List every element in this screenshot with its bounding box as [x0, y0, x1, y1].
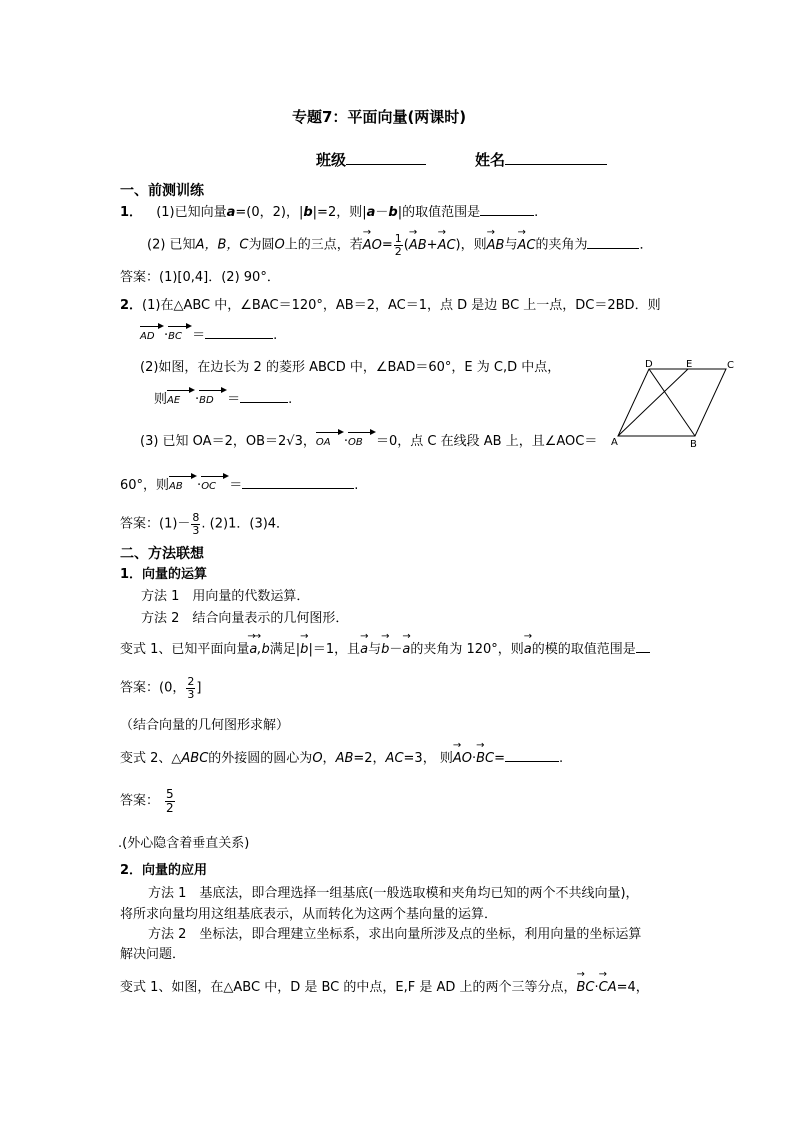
answer-blank[interactable]	[240, 391, 288, 403]
answer-text: 答案：(1)－	[120, 516, 191, 532]
method-coordinate-line1: 方法 2 坐标法，即合理建立坐标系，求出向量所涉及点的坐标，利用向量的坐标运算	[148, 927, 642, 942]
numerator: 5	[166, 787, 174, 801]
vector-oc: OC	[201, 472, 229, 493]
q2-text: ＝0，点 C 在线段 AB 上，且∠AOC＝	[376, 434, 598, 449]
variant-2-answer	[120, 788, 176, 814]
fraction-five-halves	[165, 788, 175, 814]
q1-text: 的夹角为	[535, 237, 588, 253]
segment-bd	[649, 369, 695, 436]
variant-text: =2，	[353, 751, 386, 766]
q1-text: －	[375, 205, 389, 220]
variant-text: 满足	[269, 642, 296, 657]
variant-text: 的外接圆的圆心为	[208, 751, 313, 766]
dot-operator: ·	[471, 751, 477, 766]
page-title: 专题7：平面向量(两课时)	[292, 108, 467, 126]
segment-ab: AB	[335, 751, 354, 766]
label-a: A	[611, 437, 618, 448]
q2-text: 60°，则	[120, 478, 170, 493]
q2-text: (1)在△ABC 中，∠BAC＝120°，AB＝2，AC＝1，点 D 是边 BC 上一点，DC＝2BD．则	[142, 298, 661, 313]
class-field	[316, 151, 426, 169]
q1-answer: 答案：(1)[0,4]．(2) 90°．	[120, 270, 280, 285]
point-o: O	[274, 237, 285, 253]
subsection-vector-operations: 1．向量的运算	[120, 567, 208, 582]
variant-text: ，	[322, 751, 336, 766]
section-heading-2: 二、方法联想	[120, 546, 204, 562]
q1-text: +	[426, 237, 438, 253]
variant-text: 变式 1、已知平面向量	[120, 642, 250, 657]
q1-text: |的取值范围是	[397, 205, 481, 220]
q2-part1	[120, 298, 661, 314]
numerator: 8	[192, 511, 200, 524]
answer-blank[interactable]	[587, 237, 639, 249]
vector-bc: → BC	[476, 751, 494, 767]
equals: =	[494, 751, 506, 766]
vector-ad: AD	[140, 322, 164, 343]
vector-ao: → AO	[363, 238, 382, 254]
variant-1-note: （结合向量的几何图形求解）	[120, 718, 290, 733]
answer-blank[interactable]	[505, 750, 559, 762]
vector-ao: → AO	[453, 751, 472, 767]
q1-text: (1)已知向量	[156, 205, 227, 220]
name-field	[475, 151, 607, 169]
answer-text: ]	[196, 680, 202, 696]
variant-2-note: .(外心隐含着垂直关系)	[118, 836, 250, 851]
q2-part3-expr	[120, 472, 358, 494]
method-coordinate-line2: 解决问题．	[120, 947, 186, 962]
numerator: 1	[394, 232, 402, 245]
variant-text: 与	[368, 642, 382, 657]
period: .	[288, 392, 293, 407]
var-a: a	[366, 205, 376, 220]
sqrt-three: √3	[286, 434, 303, 449]
q1-text: =(0，2)，|	[235, 205, 304, 220]
q1-part1	[120, 204, 538, 221]
dot-operator: ·	[195, 392, 200, 407]
q1-text: )，则	[455, 237, 487, 253]
segment-ae	[618, 369, 688, 436]
vector-ac: → AC	[517, 238, 535, 254]
triangle-abc: ABC	[181, 751, 209, 766]
vector-bc: → BC	[577, 980, 595, 996]
vector-ca: → CA	[599, 980, 617, 996]
variant-text: 变式 2、△	[120, 751, 182, 766]
method-2: 方法 2 结合向量表示的几何图形．	[141, 611, 349, 626]
q2-part3	[140, 428, 597, 450]
q2-text: ，	[302, 434, 316, 449]
fraction-one-half	[394, 233, 403, 257]
vector-ab: → AB	[487, 238, 505, 254]
answer-text: . (2)1．(3)4．	[201, 516, 290, 532]
vector-ab: → AB	[409, 238, 427, 254]
q2-answer	[120, 512, 289, 536]
dot-operator: ·	[343, 434, 348, 449]
q1-text: 上的三点，若	[284, 237, 363, 253]
method-basis-line1: 方法 1 基底法，即合理选择一组基底(一般选取模和夹角均已知的两个不共线向量)，	[148, 886, 639, 901]
fraction-two-thirds	[186, 676, 195, 700]
variant-2	[120, 750, 563, 767]
vector-bd: BD	[199, 386, 227, 407]
answer-blank[interactable]	[480, 204, 534, 216]
q1-text: 为圆	[248, 237, 275, 253]
vector-a: → a	[360, 642, 368, 658]
vector-oa: OA	[316, 428, 344, 449]
vector-b: → b	[381, 642, 389, 658]
fraction-eight-thirds	[191, 512, 200, 536]
numerator: 2	[187, 675, 195, 688]
dot-operator: ·	[594, 980, 599, 995]
period: .	[559, 751, 564, 766]
q1-text: 与	[504, 237, 518, 253]
vector-ab: AB	[169, 472, 197, 493]
variant-1	[120, 641, 650, 658]
period: .	[354, 478, 359, 493]
answer-text: 答案：(0，	[120, 680, 186, 696]
variant-text: 的模的取值范围是	[531, 642, 636, 657]
variant-text: 的夹角为 120°，则	[410, 642, 524, 657]
points-abc: A，B，C	[195, 237, 249, 253]
method-1: 方法 1 用向量的代数运算．	[141, 589, 310, 604]
denominator: 2	[166, 800, 174, 815]
name-label: 姓名	[475, 151, 506, 169]
denominator: 3	[187, 687, 195, 701]
q1-text: (	[403, 237, 409, 253]
method-basis-line2: 将所求向量均用这组基底表示，从而转化为这两个基向量的运算．	[120, 907, 498, 922]
equals: ＝	[227, 392, 241, 407]
vector-a: → a	[402, 642, 410, 658]
var-b: b	[388, 205, 398, 220]
class-label: 班级	[316, 151, 347, 169]
q1-number: 1．	[120, 205, 143, 220]
segment-ac: AC	[385, 751, 404, 766]
variant-text: =3， 则	[403, 751, 453, 766]
variant-text: 变式 1、如图，在△ABC 中，D 是 BC 的中点，E,F 是 AD 上的两个三等分点，	[120, 980, 577, 995]
label-d: D	[645, 359, 653, 370]
vectors-a-b: →→ a,b	[249, 642, 269, 657]
answer-blank[interactable]	[242, 477, 354, 489]
q2-text: 则	[154, 392, 168, 407]
label-b: B	[690, 439, 697, 450]
variant-text: |＝1，且	[308, 642, 361, 657]
q1-text: .	[534, 205, 539, 220]
variant-1-answer	[120, 676, 201, 700]
q1-text: =	[381, 237, 393, 253]
variant-text: －	[389, 642, 403, 657]
q2-part2: (2)如图，在边长为 2 的菱形 ABCD 中，∠BAD＝60°，E 为 C,D 中点，	[140, 360, 561, 375]
denominator: 3	[192, 523, 200, 537]
dot-operator: ·	[164, 328, 169, 343]
equals: ＝	[192, 328, 206, 343]
variant-text: |	[295, 642, 301, 657]
q2-part1-expr	[140, 322, 277, 344]
q1-text: (2) 已知	[147, 237, 196, 253]
var-a: a	[226, 205, 236, 220]
q1-part2	[147, 233, 652, 257]
vector-ae: AE	[167, 386, 195, 407]
q2-part2-expr	[154, 386, 292, 408]
vector-a: → a	[524, 642, 532, 658]
vector-ac: → AC	[438, 238, 456, 254]
answer-text: 答案：	[120, 793, 160, 809]
equals: ＝	[229, 478, 243, 493]
answer-blank[interactable]	[205, 327, 273, 339]
q2-text: (3) 已知 OA＝2，OB＝2	[140, 434, 287, 449]
q1-text: ．	[639, 237, 653, 253]
label-e: E	[686, 359, 693, 370]
vector-b: → b	[300, 642, 308, 658]
q2-number: 2．	[120, 298, 143, 313]
class-blank[interactable]	[346, 153, 426, 165]
q1-text: |=2，则|	[312, 205, 367, 220]
denominator: 2	[394, 244, 402, 258]
period: .	[273, 328, 278, 343]
dot-operator: ·	[197, 478, 202, 493]
subsection-vector-applications: 2．向量的应用	[120, 863, 208, 878]
var-b: b	[303, 205, 313, 220]
rhombus-figure	[610, 358, 740, 450]
name-blank[interactable]	[505, 153, 607, 165]
section-heading-1: 一、前测训练	[120, 183, 204, 199]
variant-3	[120, 980, 649, 996]
vector-bc: BC	[168, 322, 192, 343]
vector-ob: OB	[348, 428, 376, 449]
label-c: C	[727, 360, 734, 371]
answer-blank[interactable]	[636, 641, 650, 653]
variant-text: =4，	[616, 980, 649, 995]
point-o: O	[312, 751, 323, 766]
